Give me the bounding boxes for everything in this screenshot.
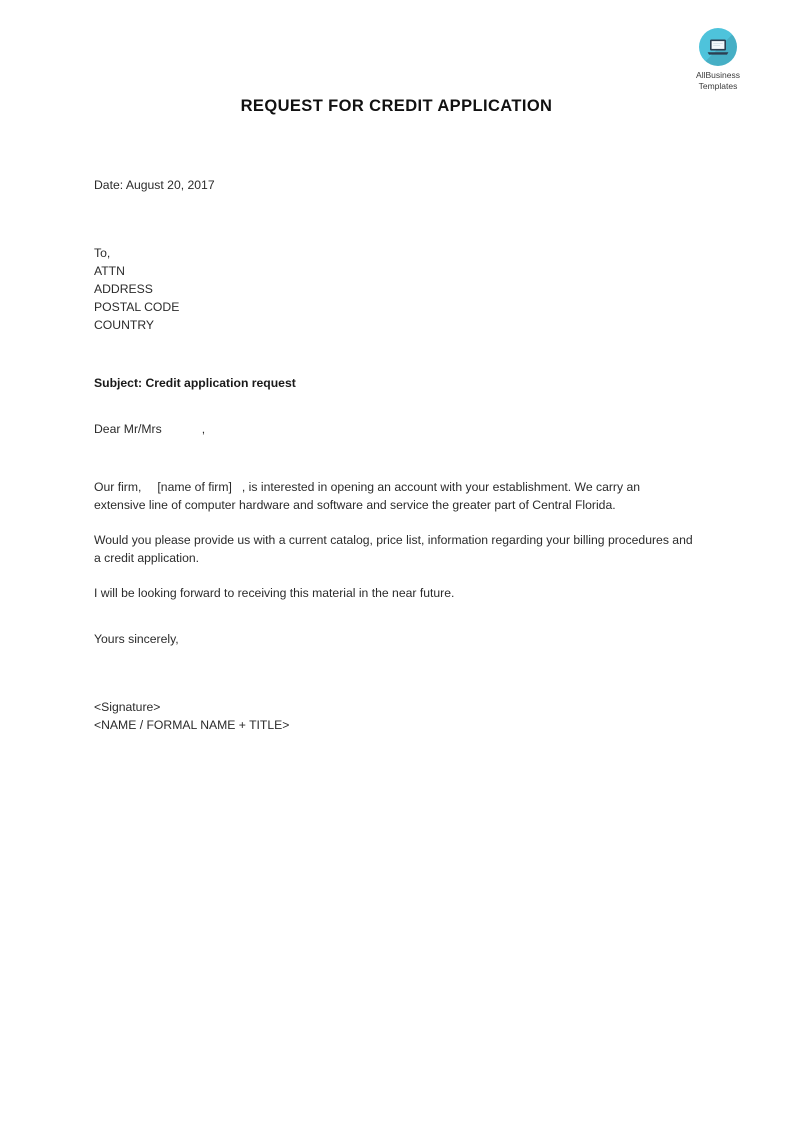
page-title: REQUEST FOR CREDIT APPLICATION: [240, 97, 553, 115]
spacer: [94, 648, 694, 698]
recipient-line: POSTAL CODE: [94, 300, 180, 314]
logo-wordmark: [680, 70, 756, 91]
laptop-glyph: [706, 38, 730, 56]
spacer: [94, 602, 694, 630]
logo-line-1: AllBusiness: [696, 70, 740, 80]
letter-body: [94, 176, 694, 734]
paragraph-3: I will be looking forward to receiving this material in the near future.: [94, 586, 455, 600]
spacer: [94, 438, 694, 478]
spacer: [94, 194, 694, 244]
logo-line-2: Templates: [698, 80, 738, 91]
recipient-address-block: [94, 244, 694, 334]
subject-line: Subject: Credit application request: [94, 376, 296, 390]
paragraph-1-part-2: , is interested in opening an account with your establishment. We carry an extensive line of computer hardware and software and service the greater part of Central Florida.: [94, 480, 641, 512]
salutation-line: [94, 420, 694, 438]
closing-line: Yours sincerely,: [94, 632, 179, 646]
signature-block: [94, 698, 694, 734]
date-line: Date: August 20, 2017: [94, 178, 215, 192]
laptop-icon: [699, 28, 737, 66]
signature-placeholder: <Signature>: [94, 700, 161, 714]
signer-name-placeholder: <NAME / FORMAL NAME + TITLE>: [94, 718, 290, 732]
brand-logo: [680, 28, 756, 91]
recipient-line: ATTN: [94, 264, 125, 278]
paragraph-1-part-1: Our firm,: [94, 480, 142, 494]
paragraph-1: [94, 478, 694, 514]
spacer: [94, 392, 694, 420]
recipient-line: ADDRESS: [94, 282, 153, 296]
firm-name-placeholder: [name of firm]: [157, 480, 232, 494]
recipient-line: To,: [94, 246, 111, 260]
salutation-comma: ,: [201, 422, 206, 436]
spacer: [94, 334, 694, 374]
recipient-line: COUNTRY: [94, 318, 155, 332]
paragraph-2: Would you please provide us with a current catalog, price list, information regarding your billing procedures and a credit application.: [94, 533, 693, 565]
salutation-text: Dear Mr/Mrs: [94, 422, 162, 436]
